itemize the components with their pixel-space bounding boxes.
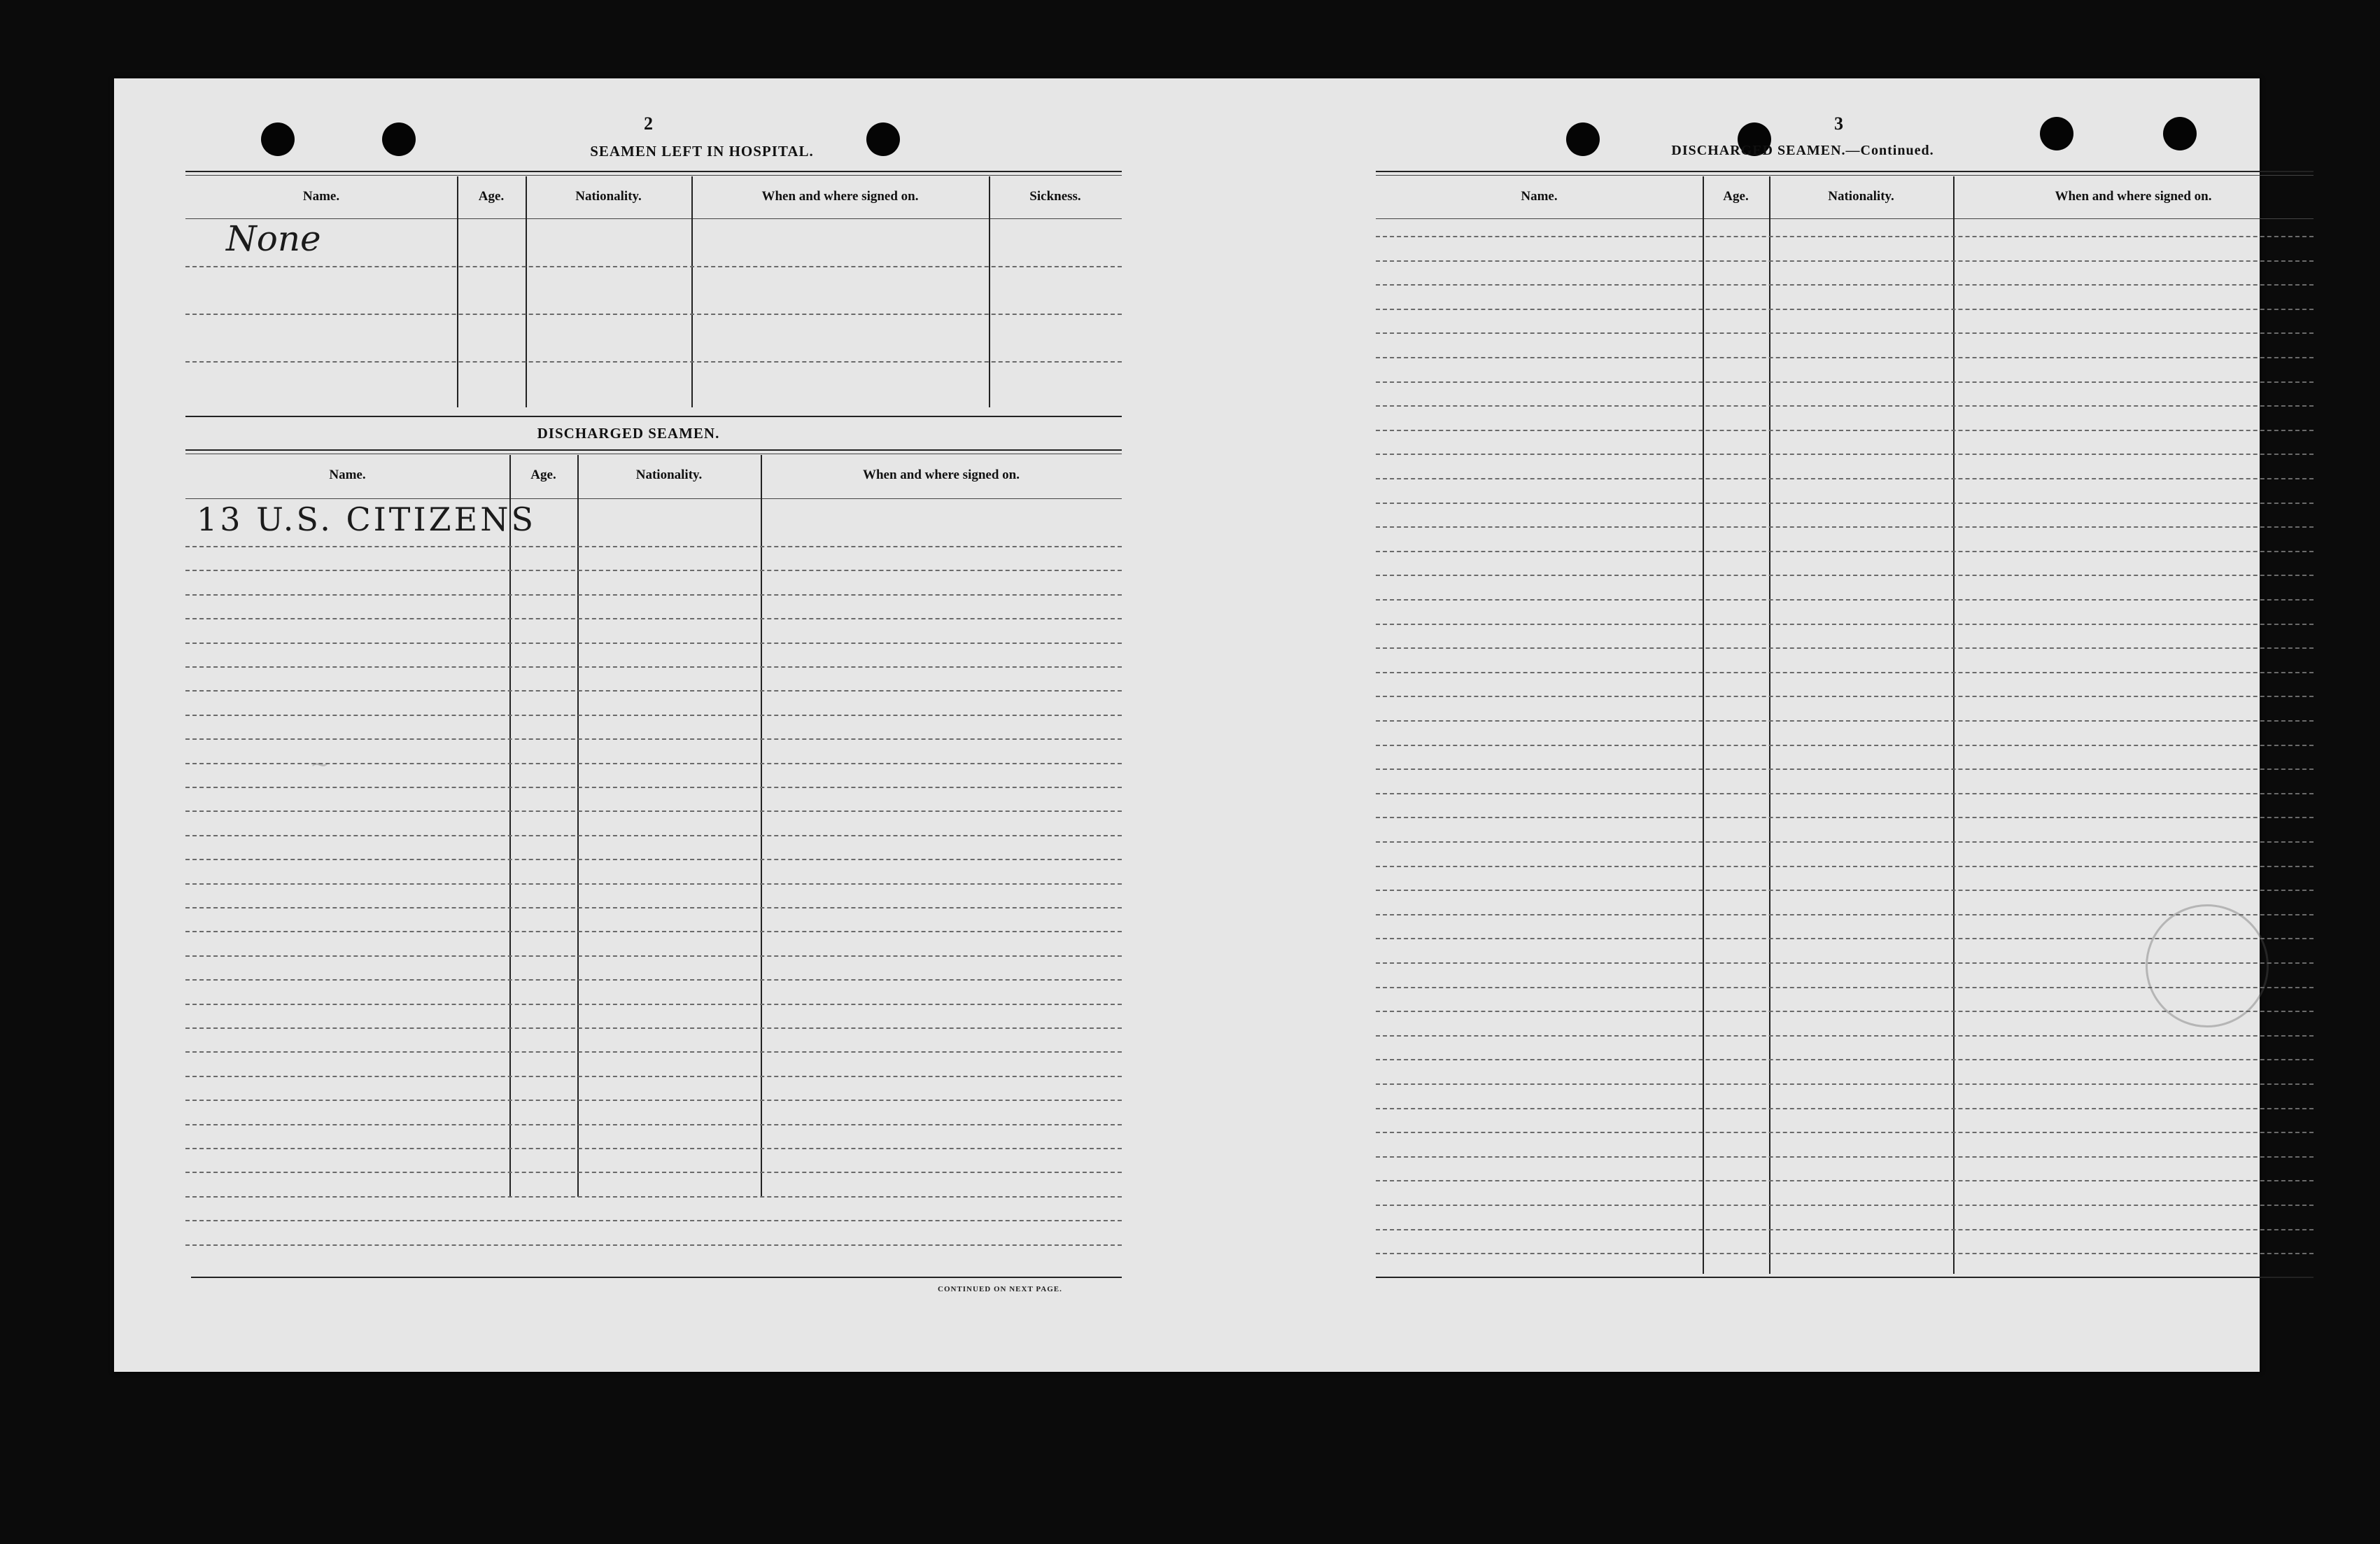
discharged-section-title: DISCHARGED SEAMEN. bbox=[537, 425, 720, 442]
entry-line bbox=[185, 594, 1122, 596]
column-header-signed-on: When and where signed on. bbox=[761, 189, 919, 204]
entry-line bbox=[1376, 478, 2314, 479]
handwritten-none: None bbox=[226, 218, 321, 259]
entry-line bbox=[185, 546, 1122, 547]
entry-line bbox=[185, 810, 1122, 812]
table-rule bbox=[1376, 175, 2314, 176]
entry-line bbox=[1376, 841, 2314, 843]
entry-line bbox=[185, 738, 1122, 740]
entry-line bbox=[1376, 1205, 2314, 1206]
left-page bbox=[114, 78, 1187, 1372]
column-divider bbox=[761, 455, 762, 1197]
column-header-name: Name. bbox=[1521, 189, 1558, 204]
entry-line bbox=[1376, 624, 2314, 625]
entry-line bbox=[185, 361, 1122, 363]
discharged-continued-title: DISCHARGED SEAMEN.—Continued. bbox=[1671, 143, 1934, 158]
entry-line bbox=[185, 570, 1122, 571]
column-header-age: Age. bbox=[530, 468, 556, 482]
column-divider bbox=[577, 455, 579, 1197]
entry-line bbox=[1376, 526, 2314, 528]
right-page bbox=[1187, 78, 2260, 1372]
entry-line bbox=[185, 1172, 1122, 1173]
entry-line bbox=[1376, 236, 2314, 237]
entry-line bbox=[185, 1220, 1122, 1221]
document-sheet bbox=[114, 78, 2260, 1372]
column-header-nationality: Nationality. bbox=[1828, 189, 1894, 204]
column-header-age: Age. bbox=[478, 189, 505, 204]
table-rule bbox=[185, 498, 1122, 499]
entry-line bbox=[1376, 1132, 2314, 1133]
entry-line bbox=[185, 1076, 1122, 1077]
entry-line bbox=[185, 907, 1122, 908]
entry-line bbox=[1376, 1035, 2314, 1037]
entry-line bbox=[1376, 575, 2314, 576]
entry-line bbox=[1376, 1108, 2314, 1109]
table-rule bbox=[1376, 171, 2314, 172]
entry-line bbox=[1376, 672, 2314, 673]
entry-line bbox=[185, 1124, 1122, 1125]
entry-line bbox=[1376, 1180, 2314, 1181]
entry-line bbox=[1376, 1083, 2314, 1085]
column-divider bbox=[989, 176, 990, 407]
entry-line bbox=[185, 1148, 1122, 1149]
entry-line bbox=[185, 690, 1122, 692]
table-bottom-rule bbox=[1376, 1277, 2314, 1278]
entry-line bbox=[185, 715, 1122, 716]
table-rule bbox=[185, 171, 1122, 172]
punch-hole bbox=[382, 122, 416, 156]
column-header-signed-on: When and where signed on. bbox=[2055, 189, 2212, 204]
column-header-signed-on: When and where signed on. bbox=[862, 468, 1020, 482]
entry-line bbox=[185, 314, 1122, 315]
punch-hole bbox=[261, 122, 295, 156]
entry-line bbox=[185, 883, 1122, 885]
entry-line bbox=[1376, 405, 2314, 407]
entry-line bbox=[1376, 284, 2314, 286]
table-rule bbox=[185, 416, 1122, 417]
entry-line bbox=[1376, 793, 2314, 794]
column-header-name: Name. bbox=[329, 468, 366, 482]
column-divider bbox=[526, 176, 527, 407]
table-rule bbox=[185, 218, 1122, 219]
entry-line bbox=[185, 931, 1122, 932]
entry-line bbox=[185, 787, 1122, 788]
entry-line bbox=[1376, 551, 2314, 552]
entry-line bbox=[1376, 260, 2314, 262]
entry-line bbox=[1376, 309, 2314, 310]
bleed-through-mark: ~ bbox=[310, 750, 330, 778]
hospital-section-title: SEAMEN LEFT IN HOSPITAL. bbox=[590, 143, 814, 160]
entry-line bbox=[1376, 720, 2314, 722]
continued-footer: CONTINUED ON NEXT PAGE. bbox=[938, 1285, 1062, 1293]
column-header-nationality: Nationality. bbox=[575, 189, 642, 204]
entry-line bbox=[1376, 332, 2314, 334]
entry-line bbox=[1376, 769, 2314, 770]
entry-line bbox=[1376, 454, 2314, 455]
entry-line bbox=[185, 1004, 1122, 1005]
entry-line bbox=[185, 266, 1122, 267]
entry-line bbox=[185, 1196, 1122, 1198]
entry-line bbox=[1376, 599, 2314, 601]
punch-hole bbox=[2040, 117, 2073, 150]
entry-line bbox=[185, 666, 1122, 668]
entry-line bbox=[1376, 696, 2314, 697]
table-bottom-rule bbox=[191, 1277, 1122, 1278]
column-divider bbox=[691, 176, 693, 407]
entry-line bbox=[1376, 503, 2314, 504]
entry-line bbox=[1376, 647, 2314, 649]
entry-line bbox=[1376, 745, 2314, 746]
punch-hole bbox=[2163, 117, 2197, 150]
entry-line bbox=[185, 643, 1122, 644]
entry-line bbox=[185, 1051, 1122, 1053]
entry-line bbox=[1376, 890, 2314, 891]
entry-line bbox=[1376, 866, 2314, 867]
entry-line bbox=[1376, 1156, 2314, 1158]
table-rule bbox=[185, 175, 1122, 176]
column-header-sickness: Sickness. bbox=[1029, 189, 1081, 204]
entry-line bbox=[1376, 1229, 2314, 1230]
column-divider bbox=[1769, 176, 1770, 1274]
entry-line bbox=[1376, 1253, 2314, 1254]
entry-line bbox=[1376, 817, 2314, 818]
entry-line bbox=[1376, 381, 2314, 383]
entry-line bbox=[1376, 430, 2314, 431]
entry-line bbox=[185, 955, 1122, 957]
entry-line bbox=[185, 1244, 1122, 1246]
entry-line bbox=[185, 835, 1122, 836]
column-header-name: Name. bbox=[302, 189, 340, 204]
column-divider bbox=[1703, 176, 1704, 1274]
entry-line bbox=[185, 618, 1122, 619]
column-header-nationality: Nationality. bbox=[635, 468, 703, 482]
entry-line bbox=[1376, 357, 2314, 358]
entry-line bbox=[1376, 1059, 2314, 1060]
entry-line bbox=[185, 859, 1122, 860]
column-divider bbox=[457, 176, 458, 407]
punch-hole bbox=[1566, 122, 1600, 156]
entry-line bbox=[185, 1027, 1122, 1029]
column-divider bbox=[509, 455, 511, 1197]
table-rule bbox=[1376, 218, 2314, 219]
page-number: 3 bbox=[1834, 113, 1843, 134]
column-header-age: Age. bbox=[1723, 189, 1749, 204]
entry-line bbox=[185, 979, 1122, 981]
page-number: 2 bbox=[644, 113, 653, 134]
handwritten-13-us-citizens: 13 U.S. CITIZENS bbox=[197, 500, 536, 538]
table-rule bbox=[185, 449, 1122, 451]
entry-line bbox=[185, 1100, 1122, 1101]
faded-stamp bbox=[2146, 904, 2269, 1027]
column-divider bbox=[1953, 176, 1955, 1274]
